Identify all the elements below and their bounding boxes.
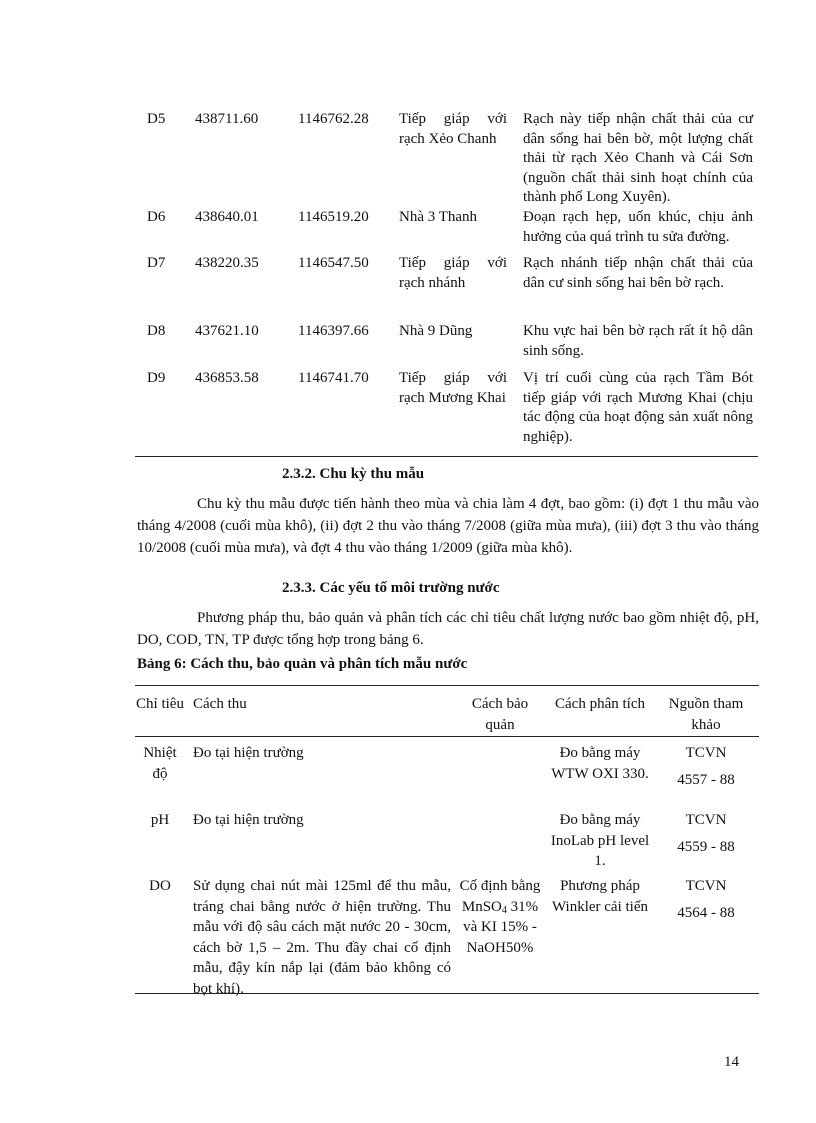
site-x: 438220.35: [195, 255, 259, 271]
row-method: Sử dụng chai nút mài 125ml để thu mẫu, tráng chai bằng nước ở hiện trường. Thu mẫu với độ sâu cách mặt nước 20 - 30cm, cách bờ 1,5 – 2m. Thu đầy chai cố định mẫu, đậy kín nắp lại (đảm bảo không có bọt khí).: [193, 878, 451, 997]
row-analysis: Đo bằng máy WTW OXI 330.: [551, 745, 649, 782]
site-x: 438711.60: [195, 111, 259, 127]
section-233-paragraph: [137, 607, 759, 651]
site-description: Vị trí cuối cùng của rạch Tầm Bót tiếp giáp với rạch Mương Khai (chịu tác động của hoạt động sản xuất nông nghiệp).: [523, 370, 753, 445]
site-x: 436853.58: [195, 370, 259, 386]
site-description: Rạch nhánh tiếp nhận chất thải của dân cư sinh sống hai bên bờ rạch.: [523, 255, 753, 291]
site-description: Đoạn rạch hẹp, uốn khúc, chịu ảnh hưởng của quá trình tu sửa đường.: [523, 209, 753, 245]
table-row: [135, 743, 759, 807]
site-row-d8: [135, 322, 755, 369]
site-x: 437621.10: [195, 323, 259, 339]
preservation-text-b: 31% và KI 15% - NaOH50%: [463, 898, 539, 956]
row-reference: [655, 876, 757, 923]
table-row: [135, 810, 759, 874]
site-y: 1146741.70: [298, 370, 369, 386]
ref-number: 4559 - 88: [677, 838, 735, 855]
site-location: Tiếp giáp với rạch Mương Khai: [399, 370, 507, 406]
header-method: Cách thu: [193, 696, 247, 712]
row-indicator: Nhiệt độ: [143, 745, 177, 782]
ref-number: 4557 - 88: [677, 771, 735, 788]
site-row-d6: [135, 208, 755, 254]
site-y: 1146762.28: [298, 111, 369, 127]
ref-standard: TCVN: [685, 812, 727, 828]
row-method: Đo tại hiện trường: [193, 812, 304, 828]
site-y: 1146397.66: [298, 323, 369, 339]
header-preservation: Cách bảo quản: [471, 696, 529, 733]
row-reference: [655, 743, 757, 790]
ref-standard: TCVN: [685, 878, 727, 894]
site-location: Tiếp giáp với rạch nhánh: [399, 255, 507, 291]
site-table: [135, 110, 755, 449]
table6-title: Bảng 6: Cách thu, bảo quản và phân tích mẫu nước: [137, 656, 468, 672]
table6-bottom-rule: [135, 993, 759, 994]
site-location: Tiếp giáp với rạch Xẻo Chanh: [399, 111, 507, 147]
site-description: Rạch này tiếp nhận chất thải của cư dân sống hai bên bờ, một lượng chất thải từ rạch Xẻo Chanh và Cái Sơn (nguồn chất thải sinh hoạt chính của thành phố Long Xuyên).: [523, 111, 753, 205]
table6-header-rule: [135, 736, 759, 737]
ref-standard: TCVN: [685, 745, 727, 761]
section-232-heading: 2.3.2. Chu kỳ thu mẫu: [282, 466, 425, 482]
site-description: Khu vực hai bên bờ rạch rất ít hộ dân sinh sống.: [523, 323, 753, 359]
row-reference: [655, 810, 757, 857]
row-analysis: Phương pháp Winkler cải tiến: [551, 878, 649, 915]
header-analysis: Cách phân tích: [555, 696, 645, 712]
site-table-bottom-rule: [135, 456, 758, 457]
site-row-d9: [135, 369, 755, 449]
site-y: 1146547.50: [298, 255, 369, 271]
header-indicator: Chỉ tiêu: [136, 696, 184, 712]
page-number: 14: [724, 1054, 739, 1070]
header-reference: Nguồn tham khảo: [668, 696, 744, 733]
section-233-heading: 2.3.3. Các yếu tố môi trường nước: [282, 580, 500, 596]
site-row-d5: [135, 110, 755, 208]
row-analysis: Đo bằng máy InoLab pH level 1.: [550, 812, 650, 869]
table6-top-rule: [135, 685, 759, 686]
row-indicator: DO: [149, 878, 171, 894]
preservation-subscript: 4: [501, 904, 507, 916]
ref-number: 4564 - 88: [677, 904, 735, 921]
site-y: 1146519.20: [298, 209, 369, 225]
table6-header-row: [135, 694, 759, 734]
table-row: [135, 876, 759, 997]
row-indicator: pH: [150, 812, 170, 828]
site-id: D5: [147, 111, 166, 127]
site-id: D8: [147, 323, 166, 339]
site-location: Nhà 3 Thanh: [399, 209, 478, 225]
site-location: Nhà 9 Dũng: [399, 323, 473, 339]
section-232-paragraph: [137, 493, 759, 559]
site-id: D9: [147, 370, 166, 386]
row-method: Đo tại hiện trường: [193, 745, 304, 761]
site-row-d7: [135, 254, 755, 322]
preservation-text-a: Cố định bằng MnSO: [459, 878, 541, 915]
row-preservation: [459, 876, 541, 958]
site-x: 438640.01: [195, 209, 259, 225]
site-id: D7: [147, 255, 166, 271]
section-232-text: Chu kỳ thu mẫu được tiến hành theo mùa và chia làm 4 đợt, bao gồm: (i) đợt 1 thu mẫu vào tháng 4/2008 (cuối mùa khô), (ii) đợt 2 thu vào tháng 7/2008 (giữa mùa mưa), (iii) đợt 3 thu vào tháng 10/2008 (cuối mùa mưa), và đợt 4 thu vào tháng 1/2009 (giữa mùa khô).: [137, 496, 759, 556]
site-id: D6: [147, 209, 166, 225]
section-233-text: Phương pháp thu, bảo quản và phân tích các chỉ tiêu chất lượng nước bao gồm nhiệt độ, pH, DO, COD, TN, TP được tổng hợp trong bảng 6.: [137, 610, 759, 648]
